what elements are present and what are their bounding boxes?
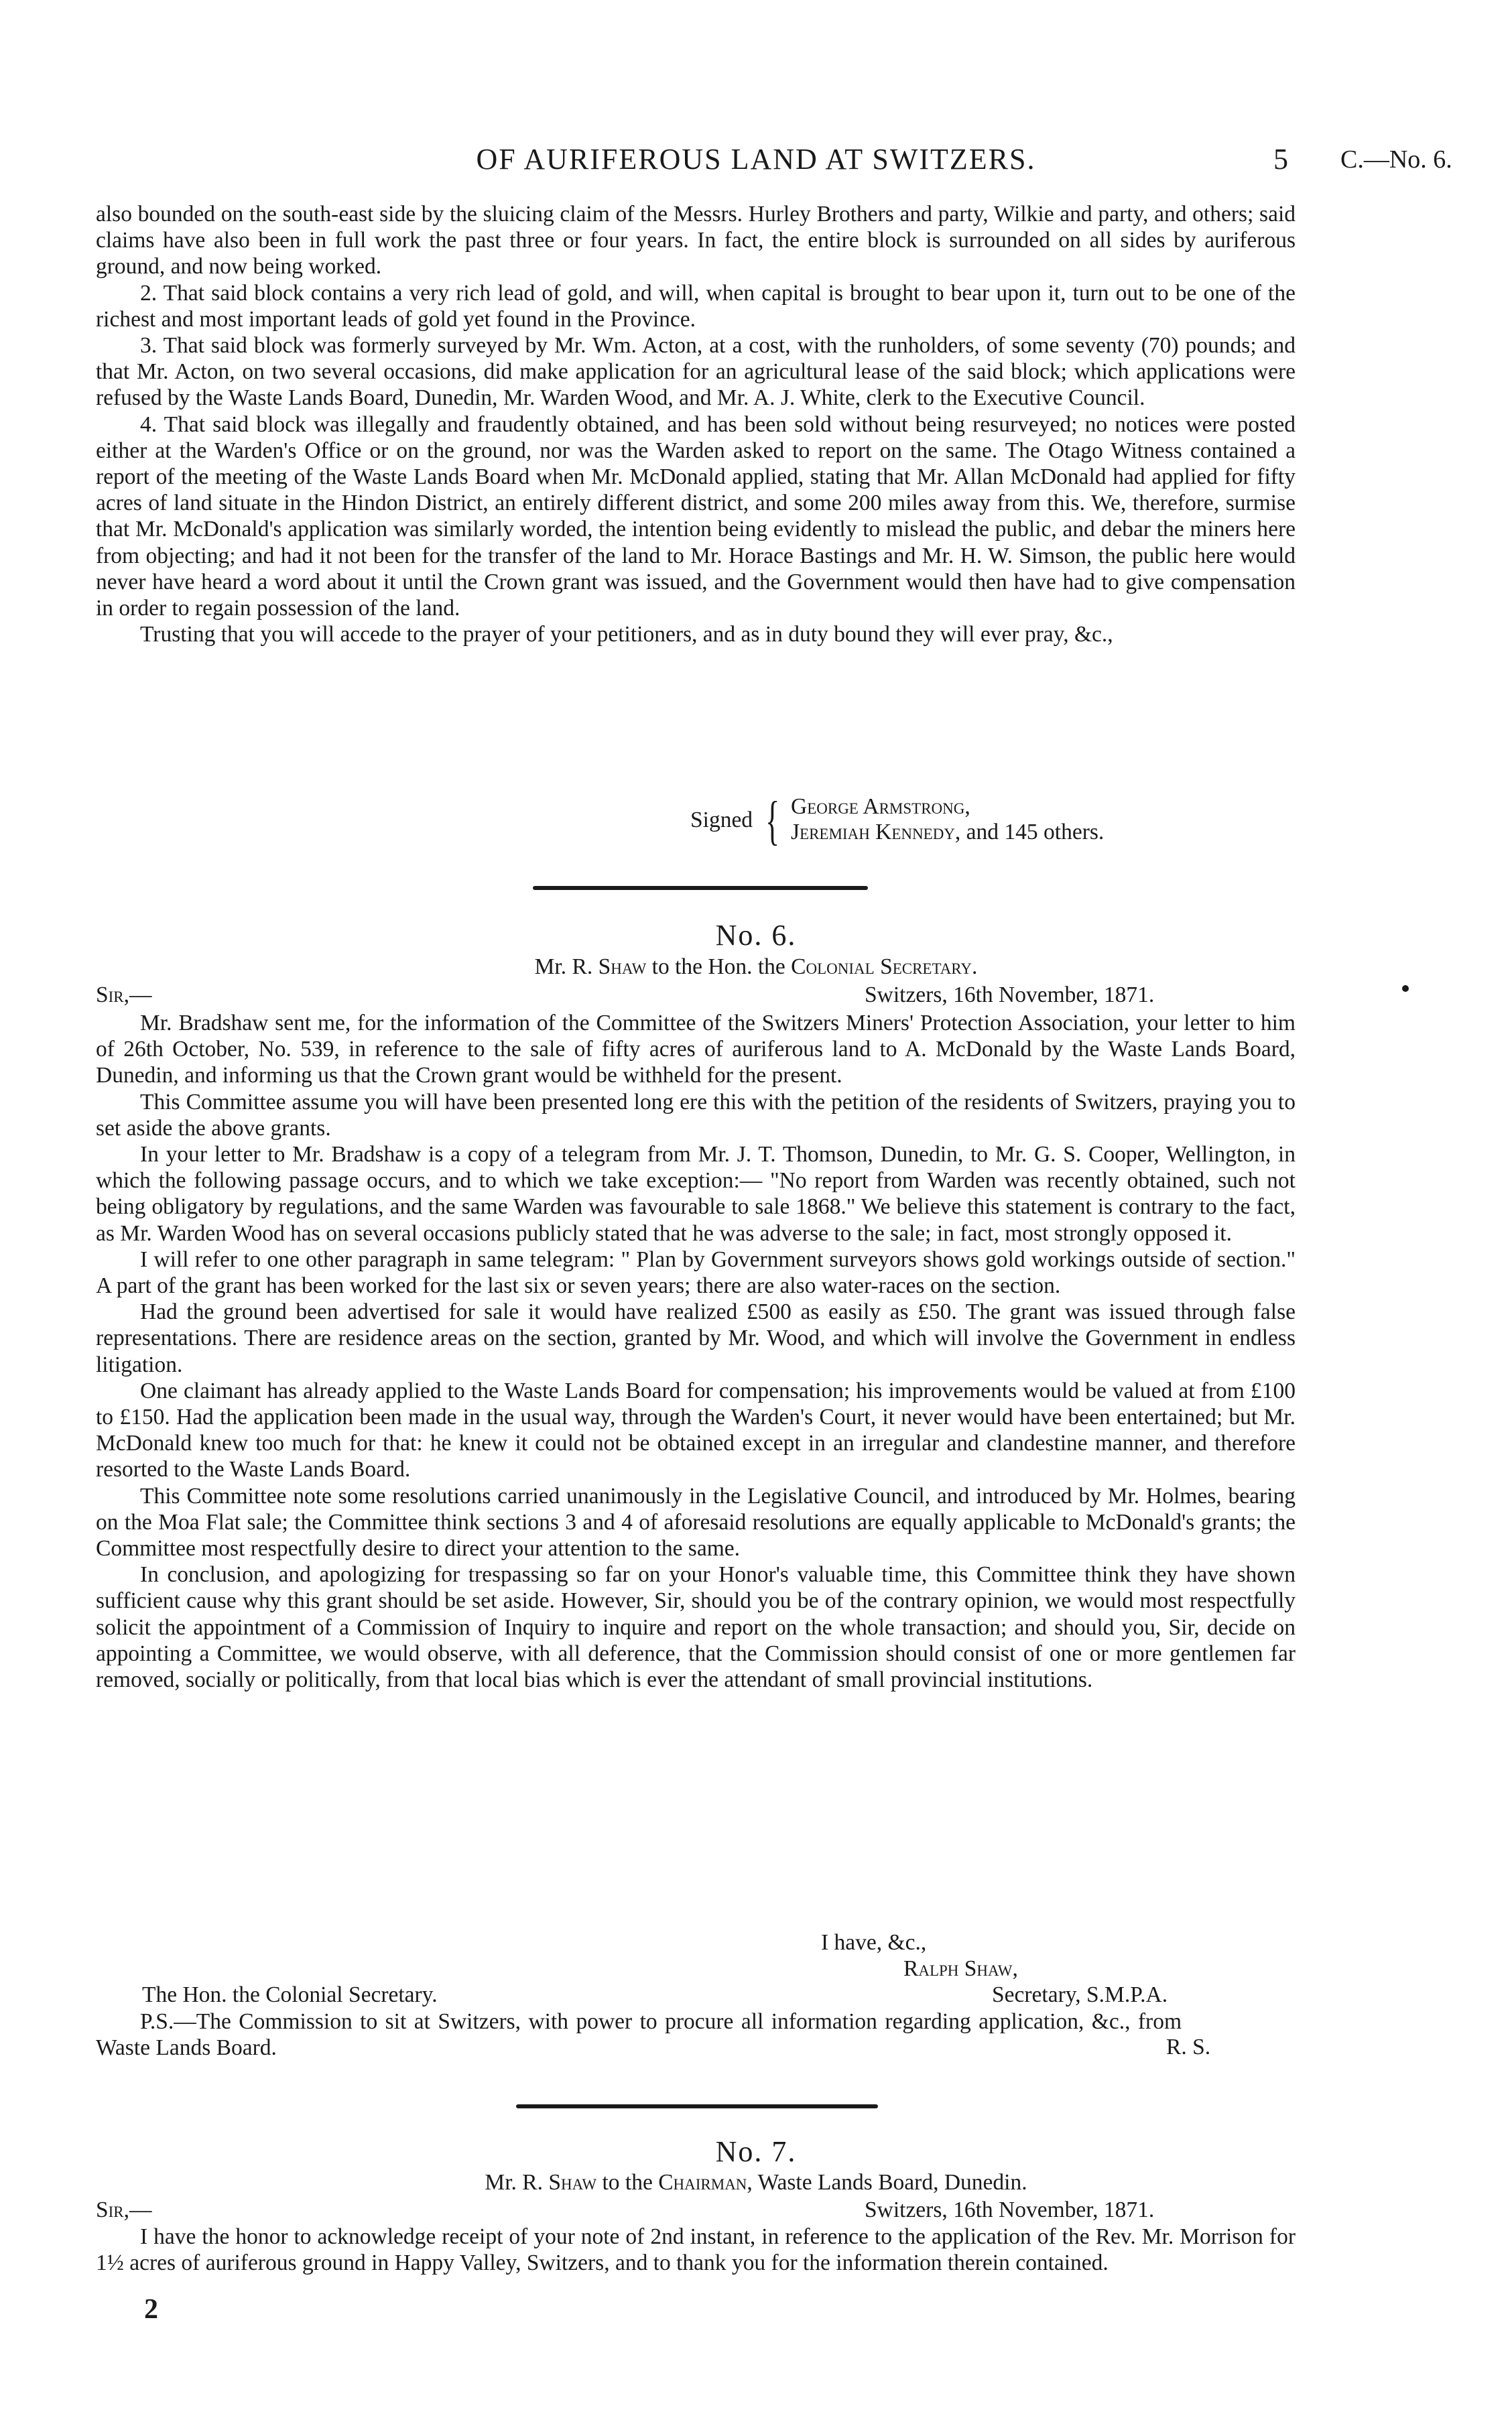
postscript-initials: R. S. — [1166, 2035, 1211, 2059]
section-divider — [533, 886, 868, 890]
running-title: OF AURIFEROUS LAND AT SWITZERS. — [476, 143, 1036, 176]
signatory-name: George Armstrong, — [791, 794, 970, 819]
petition-paragraph: also bounded on the south-east side by the sluicing claim of the Messrs. Hurley Brothers and party, Wilkie and party, and others; said claims have also been in full work the past three or four years. In fact, the entire block is surrounded on all sides by auriferous ground, and now being worked. — [96, 202, 1296, 279]
signature-mark: 2 — [144, 2294, 158, 2325]
subheading-recipient: Chairman, — [658, 2170, 753, 2195]
section-divider — [516, 2104, 878, 2108]
petition-paragraph: 2. That said block contains a very rich lead of gold, and will, when capital is brought to bear upon it, turn out to be one of the richest and most important leads of gold yet found in the Province. — [96, 280, 1296, 332]
salutation: Sir,— — [96, 982, 152, 1007]
subheading-recipient: Colonial Secretary. — [791, 954, 978, 979]
letter-paragraph: This Committee note some resolutions carried unanimously in the Legislative Council, and introduced by Mr. Holmes, bearing on the Moa Flat sale; the Committee think sections 3 and 4 of aforesaid resolutions are equally applicable to McDonald's grants; the Committee most respectfully desire to direct your attention to the same. — [96, 1483, 1296, 1561]
letter-subheading — [0, 2170, 1512, 2195]
subheading-prefix: Mr. R. — [534, 954, 593, 979]
subheading-suffix: Waste Lands Board, Dunedin. — [757, 2170, 1027, 2195]
paper-reference: C.—No. 6. — [1340, 145, 1452, 174]
petition-paragraph: Trusting that you will accede to the prayer of your petitioners, and as in duty bound they will ever pray, &c., — [140, 622, 1113, 647]
letter-body — [96, 2224, 1296, 2276]
signatory-block — [791, 794, 1104, 845]
signed-label: Signed — [690, 808, 753, 832]
signatory-name: Jeremiah Kennedy, — [791, 820, 961, 844]
page-number: 5 — [1273, 143, 1288, 176]
place-date: Switzers, 16th November, 1871. — [865, 2197, 1155, 2222]
signatory-suffix: and 145 others. — [966, 820, 1105, 844]
subheading-name: Shaw — [598, 954, 647, 979]
postscript — [96, 2009, 1182, 2061]
letter-paragraph: Had the ground been advertised for sale it would have realized £500 as easily as £50. The grant was issued through false representations. There are residence areas on the section, granted by Mr. Wood, and which will involve the Government in endless litigation. — [96, 1299, 1296, 1377]
petition-signatures — [690, 791, 1294, 854]
letter-paragraph: One claimant has already applied to the Waste Lands Board for compensation; his improvements would be valued at from £100 to £150. Had the application been made in the usual way, through the Warden's Court, it never would have been entertained; but Mr. McDonald knew too much for that: he knew it could not be obtained except in an irregular and clandestine manner, and therefore resorted to the Waste Lands Board. — [96, 1378, 1296, 1482]
subheading-mid: to the Hon. the — [651, 954, 785, 979]
postscript-text: P.S.—The Commission to sit at Switzers, with power to procure all information regarding application, &c., from Waste Lands Board. — [96, 2009, 1182, 2061]
salutation: Sir,— — [96, 2197, 152, 2222]
signer-name: Ralph Shaw, — [903, 1956, 1018, 1981]
letter-subheading — [0, 954, 1512, 980]
subheading-name: Shaw — [548, 2170, 597, 2195]
letter-body — [96, 1010, 1296, 1693]
running-header — [0, 142, 1512, 182]
stray-mark — [1402, 985, 1409, 992]
closing: I have, &c., — [821, 1930, 927, 1955]
section-heading: No. 7. — [715, 2135, 797, 2168]
letter-paragraph: Mr. Bradshaw sent me, for the information of the Committee of the Switzers Miners' Protection Association, your letter to him of 26th October, No. 539, in reference to the sale of fifty acres of auriferous land to A. McDonald by the Waste Lands Board, Dunedin, and informing us that the Crown grant would be withheld for the present. — [96, 1011, 1296, 1088]
letter-paragraph: I have the honor to acknowledge receipt of your note of 2nd instant, in reference to the application of the Rev. Mr. Morrison for 1½ acres of auriferous ground in Happy Valley, Switzers, and to thank you for the information therein contained. — [96, 2224, 1296, 2276]
subheading-mid: to the — [602, 2170, 653, 2195]
petition-paragraph: 3. That said block was formerly surveyed by Mr. Wm. Acton, at a cost, with the runholders, of some seventy (70) pounds; and that Mr. Acton, on two several occasions, did make application for an agricultural lease of the said block; which applications were refused by the Waste Lands Board, Dunedin, Mr. Warden Wood, and Mr. A. J. White, clerk to the Executive Council. — [96, 333, 1296, 411]
petition-paragraph: 4. That said block was illegally and fraudently obtained, and has been sold without being resurveyed; no notices were posted either at the Warden's Office or on the ground, nor was the Warden asked to report on the same. The Otago Witness contained a report of the meeting of the Waste Lands Board when Mr. McDonald applied, stating that Mr. Allan McDonald had applied for fifty acres of land situate in the Hindon District, an entirely different district, and some 200 miles away from this. We, therefore, surmise that Mr. McDonald's application was similarly worded, the intention being evidently to mislead the public, and debar the miners here from objecting; and had it not been for the transfer of the land to Mr. Horace Bastings and Mr. H. W. Simson, the public here would never have heard a word about it until the Crown grant was issued, and the Government would then have had to give compensation in order to regain possession of the land. — [96, 411, 1296, 621]
brace-mark: { — [765, 791, 780, 850]
letter-paragraph: This Committee assume you will have been presented long ere this with the petition of the residents of Switzers, praying you to set aside the above grants. — [96, 1089, 1296, 1141]
subheading-prefix: Mr. R. — [485, 2170, 543, 2195]
letter-paragraph: In conclusion, and apologizing for trespassing so far on your Honor's valuable time, this Committee think they have shown sufficient cause why this grant should be set aside. However, Sir, should you be of the contrary opinion, we would most respectfully solicit the appointment of a Commission of Inquiry to inquire and report on the whole transaction; and should you, Sir, decide on appointing a Committee, we would observe, with all deference, that the Commission should consist of one or more gentlemen far removed, socially or politically, from that local bias which is ever the attendant of small provincial institutions. — [96, 1562, 1296, 1693]
letter-paragraph: In your letter to Mr. Bradshaw is a copy of a telegram from Mr. J. T. Thomson, Dunedin, to Mr. G. S. Cooper, Wellington, in which the following passage occurs, and to which we take exception:— "No report from Warden was recently obtained, such not being obligatory by regulations, and the same Warden was favourable to sale 1868." We believe this statement is contrary to the fact, as Mr. Warden Wood has on several occasions publicly stated that he was adverse to the sale; in fact, most strongly opposed it. — [96, 1142, 1296, 1246]
letter-paragraph: I will refer to one other paragraph in same telegram: " Plan by Government surveyors shows gold workings outside of section." A part of the grant has been worked for the last six or seven years; there are also water-races on the section. — [96, 1247, 1296, 1299]
addressee: The Hon. the Colonial Secretary. — [142, 1982, 438, 2007]
petition-body — [96, 201, 1296, 647]
place-date: Switzers, 16th November, 1871. — [865, 982, 1155, 1007]
signer-title: Secretary, S.M.P.A. — [992, 1982, 1168, 2007]
section-heading: No. 6. — [715, 919, 797, 952]
